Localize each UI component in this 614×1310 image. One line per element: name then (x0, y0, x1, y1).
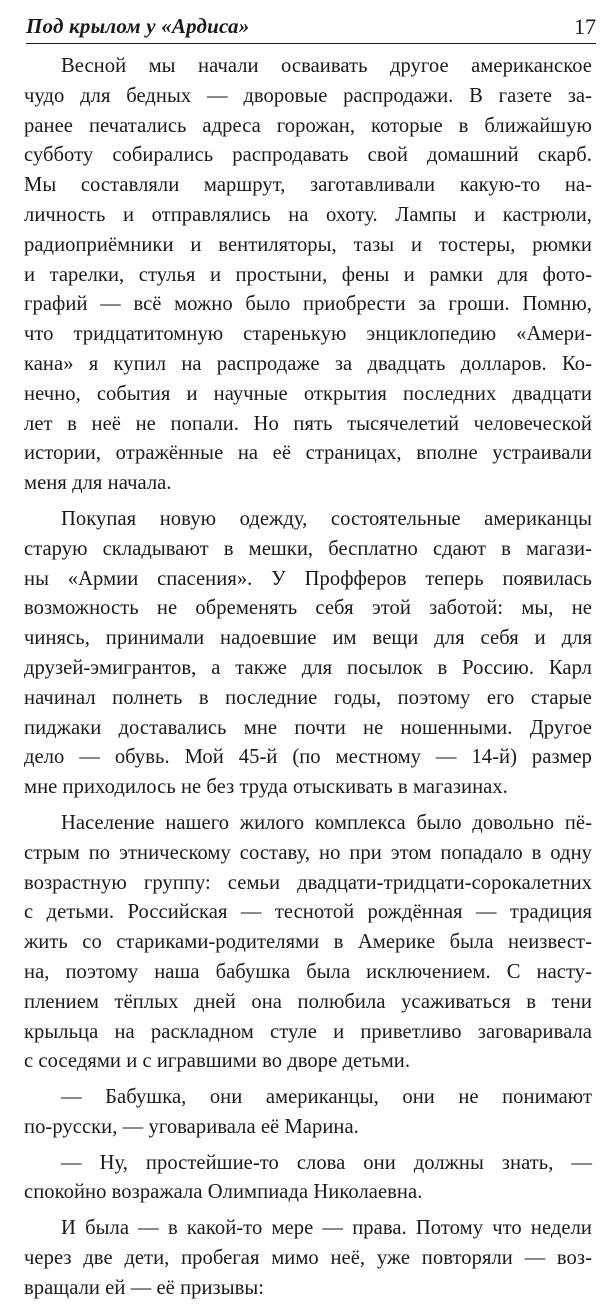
text-line: чинясь, принимали надоевшие им вещи для себя и для (24, 627, 592, 650)
text-line: нечно, события и научные открытия последних двадцати (24, 382, 592, 405)
text-line: старую складывают в мешки, бесплатно сдают в магази- (24, 537, 592, 560)
page-number: 17 (574, 14, 596, 39)
text-line: меня для начала. (24, 472, 172, 495)
text-line: Мы составляли маршрут, заготавливали какую-то на- (24, 174, 592, 197)
text-line: и тарелки, стулья и простыни, фены и рамки для фото- (24, 263, 592, 286)
text-line: радиоприёмники и вентиляторы, тазы и тостеры, рюмки (24, 233, 592, 256)
paragraph (24, 1214, 592, 1303)
text-line: возможность не обременять себя этой заботой: мы, не (24, 597, 592, 620)
text-line: по-русски, — уговаривала её Марина. (24, 1115, 359, 1138)
paragraph (24, 505, 592, 803)
text-line: ранее печатались адреса горожан, которые в ближайшую (24, 114, 592, 137)
header-rule (26, 43, 596, 44)
running-head (26, 13, 596, 43)
text-line: что тридцатитомную старенькую энциклопедию «Амери- (24, 323, 592, 346)
text-line: субботу собирались распродавать свой домашний скарб. (24, 144, 592, 167)
text-line: И была — в какой-то мере — права. Потому что недели (61, 1217, 592, 1240)
text-line: кана» я купил на распродаже за двадцать долларов. Ко- (24, 352, 592, 375)
running-title: Под крылом у «Ардиса» (26, 14, 250, 38)
text-line: плением тёплых дней она полюбила усаживаться в тени (24, 990, 592, 1013)
text-line: с соседями и с игравшими во дворе детьми. (24, 1050, 411, 1073)
body-text (24, 52, 592, 1310)
text-line: — Ну, простейшие-то слова они должны знать, — (61, 1151, 592, 1174)
text-line: — Бабушка, они американцы, они не понимают (61, 1086, 592, 1109)
text-line: мне приходилось не без труда отыскивать в магазинах. (24, 776, 508, 799)
text-line: ны «Армии спасения». У Профферов теперь появилась (24, 567, 592, 590)
text-line: вращали ей — её призывы: (24, 1276, 265, 1299)
text-line: личность и отправлялись на охоту. Лампы и кастрюли, (24, 203, 592, 226)
text-line: на, поэтому наша бабушка была исключением. С насту- (24, 960, 592, 983)
text-line: возрастную группу: семьи двадцати-тридцати-сорокалетних (24, 871, 592, 894)
text-line: графий — всё можно было приобрести за гроши. Помню, (24, 293, 592, 316)
text-line: стрым по этническому составу, но при этом попадало в одну (24, 841, 592, 864)
text-line: пиджаки доставались мне почти не ношенными. Другое (24, 716, 592, 739)
text-line: чудо для бедных — дворовые распродажи. В газете за- (24, 84, 592, 107)
paragraph (24, 52, 592, 499)
text-line: крыльца на раскладном стуле и приветливо заговаривала (24, 1020, 592, 1043)
text-line: через две дети, пробегая мимо неё, уже повторяли — воз- (24, 1247, 592, 1270)
text-line: спокойно возражала Олимпиада Николаевна. (24, 1181, 423, 1204)
paragraph (24, 1083, 592, 1143)
text-line: начинал полнеть в последние годы, поэтому его старые (24, 686, 592, 709)
text-line: с детьми. Российская — теснотой рождённая — традиция (24, 901, 592, 924)
paragraph (24, 809, 592, 1077)
paragraph (24, 1149, 592, 1209)
text-line: лет в неё не попали. Но пять тысячелетий человеческой (24, 412, 592, 435)
text-line: друзей-эмигрантов, а также для посылок в Россию. Карл (24, 656, 592, 679)
text-line: Весной мы начали осваивать другое американское (61, 55, 592, 77)
text-line: дело — обувь. Мой 45-й (по местному — 14-й) размер (24, 746, 592, 769)
text-line: Покупая новую одежду, состоятельные американцы (61, 507, 592, 530)
text-line: истории, отражённые на её страницах, вполне устраивали (24, 442, 592, 465)
text-line: жить со стариками-родителями в Америке была неизвест- (24, 931, 592, 954)
text-line: Население нашего жилого комплекса было довольно пё- (61, 811, 592, 834)
